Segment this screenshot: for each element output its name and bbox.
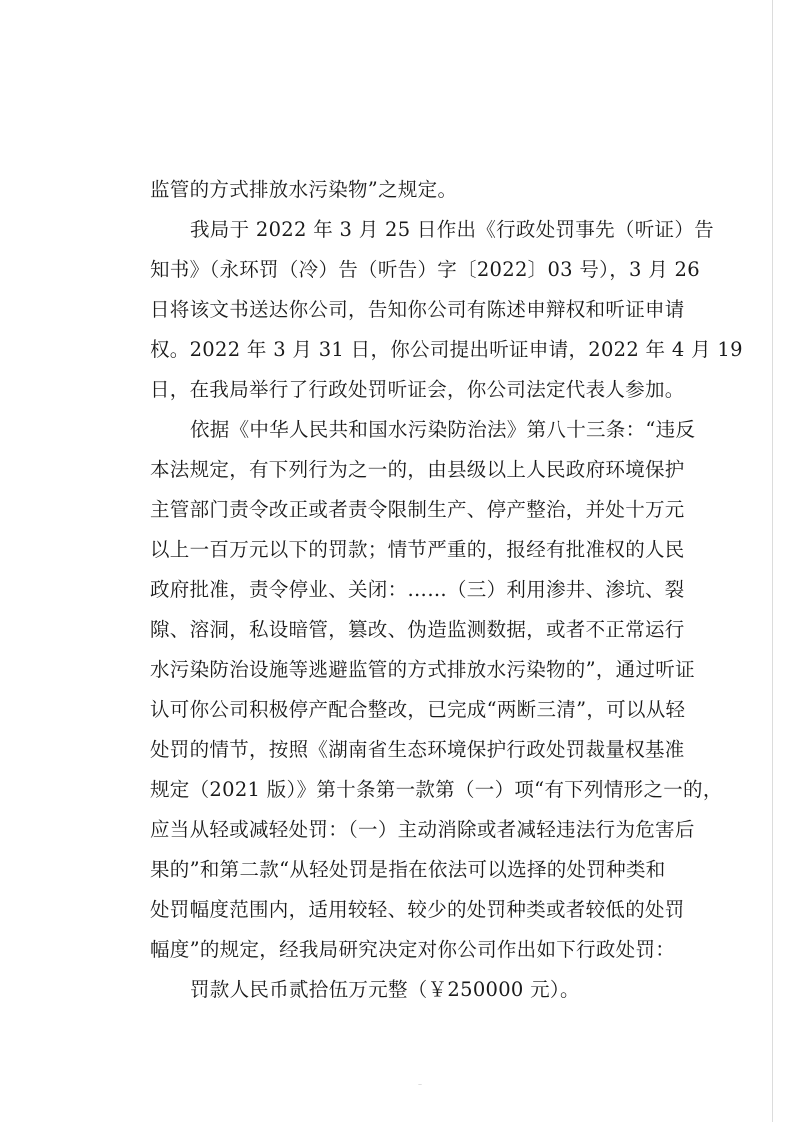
text-line-19: 处罚幅度范围内，适用较轻、较少的处罚种类或者较低的处罚 [150, 898, 685, 921]
scan-edge-line [772, 0, 773, 1122]
text-line-9: 主管部门责令改正或者责令限制生产、停产整治，并处十万元 [150, 498, 685, 521]
text-line-16: 规定（2021 版）》第十条第一款第（一）项“有下列情形之一的， [150, 778, 723, 801]
text-line-11: 政府批准，责令停业、关闭：……（三）利用渗井、渗坑、裂 [150, 578, 685, 601]
text-line-6: 日，在我局举行了行政处罚听证会，你公司法定代表人参加。 [150, 378, 685, 401]
text-line-14: 认可你公司积极停产配合整改，已完成“两断三清”，可以从轻 [150, 698, 686, 721]
text-line-2: 我局于 2022 年 3 月 25 日作出《行政处罚事先（听证）告 [190, 218, 714, 241]
text-line-15: 处罚的情节，按照《湖南省生态环境保护行政处罚裁量权基准 [150, 738, 685, 761]
text-line-13: 水污染防治设施等逃避监管的方式排放水污染物的”，通过听证 [150, 658, 695, 681]
page-mark: ·· [418, 1082, 422, 1089]
text-line-20: 幅度”的规定，经我局研究决定对你公司作出如下行政处罚： [150, 938, 676, 961]
text-line-4: 日将该文书送达你公司，告知你公司有陈述申辩权和听证申请 [150, 298, 685, 321]
text-line-17: 应当从轻或减轻处罚：（一）主动消除或者减轻违法行为危害后 [150, 818, 695, 841]
text-line-3: 知书》（永环罚（冷）告（听告）字〔2022〕03 号），3 月 26 [150, 258, 700, 281]
text-line-5: 权。2022 年 3 月 31 日，你公司提出听证申请，2022 年 4 月 19 [150, 338, 743, 361]
text-line-1: 监管的方式排放水污染物”之规定。 [150, 178, 458, 201]
text-line-10: 以上一百万元以下的罚款；情节严重的，报经有批准权的人民 [150, 538, 685, 561]
text-line-12: 隙、溶洞，私设暗管，篡改、伪造监测数据，或者不正常运行 [150, 618, 685, 641]
document-body [150, 170, 743, 1010]
text-line-7: 依据《中华人民共和国水污染防治法》第八十三条：“违反 [190, 418, 696, 441]
text-line-8: 本法规定，有下列行为之一的，由县级以上人民政府环境保护 [150, 458, 685, 481]
text-line-21: 罚款人民币贰拾伍万元整（￥250000 元）。 [190, 978, 580, 1001]
text-line-18: 果的”和第二款“从轻处罚是指在依法可以选择的处罚种类和 [150, 858, 666, 881]
